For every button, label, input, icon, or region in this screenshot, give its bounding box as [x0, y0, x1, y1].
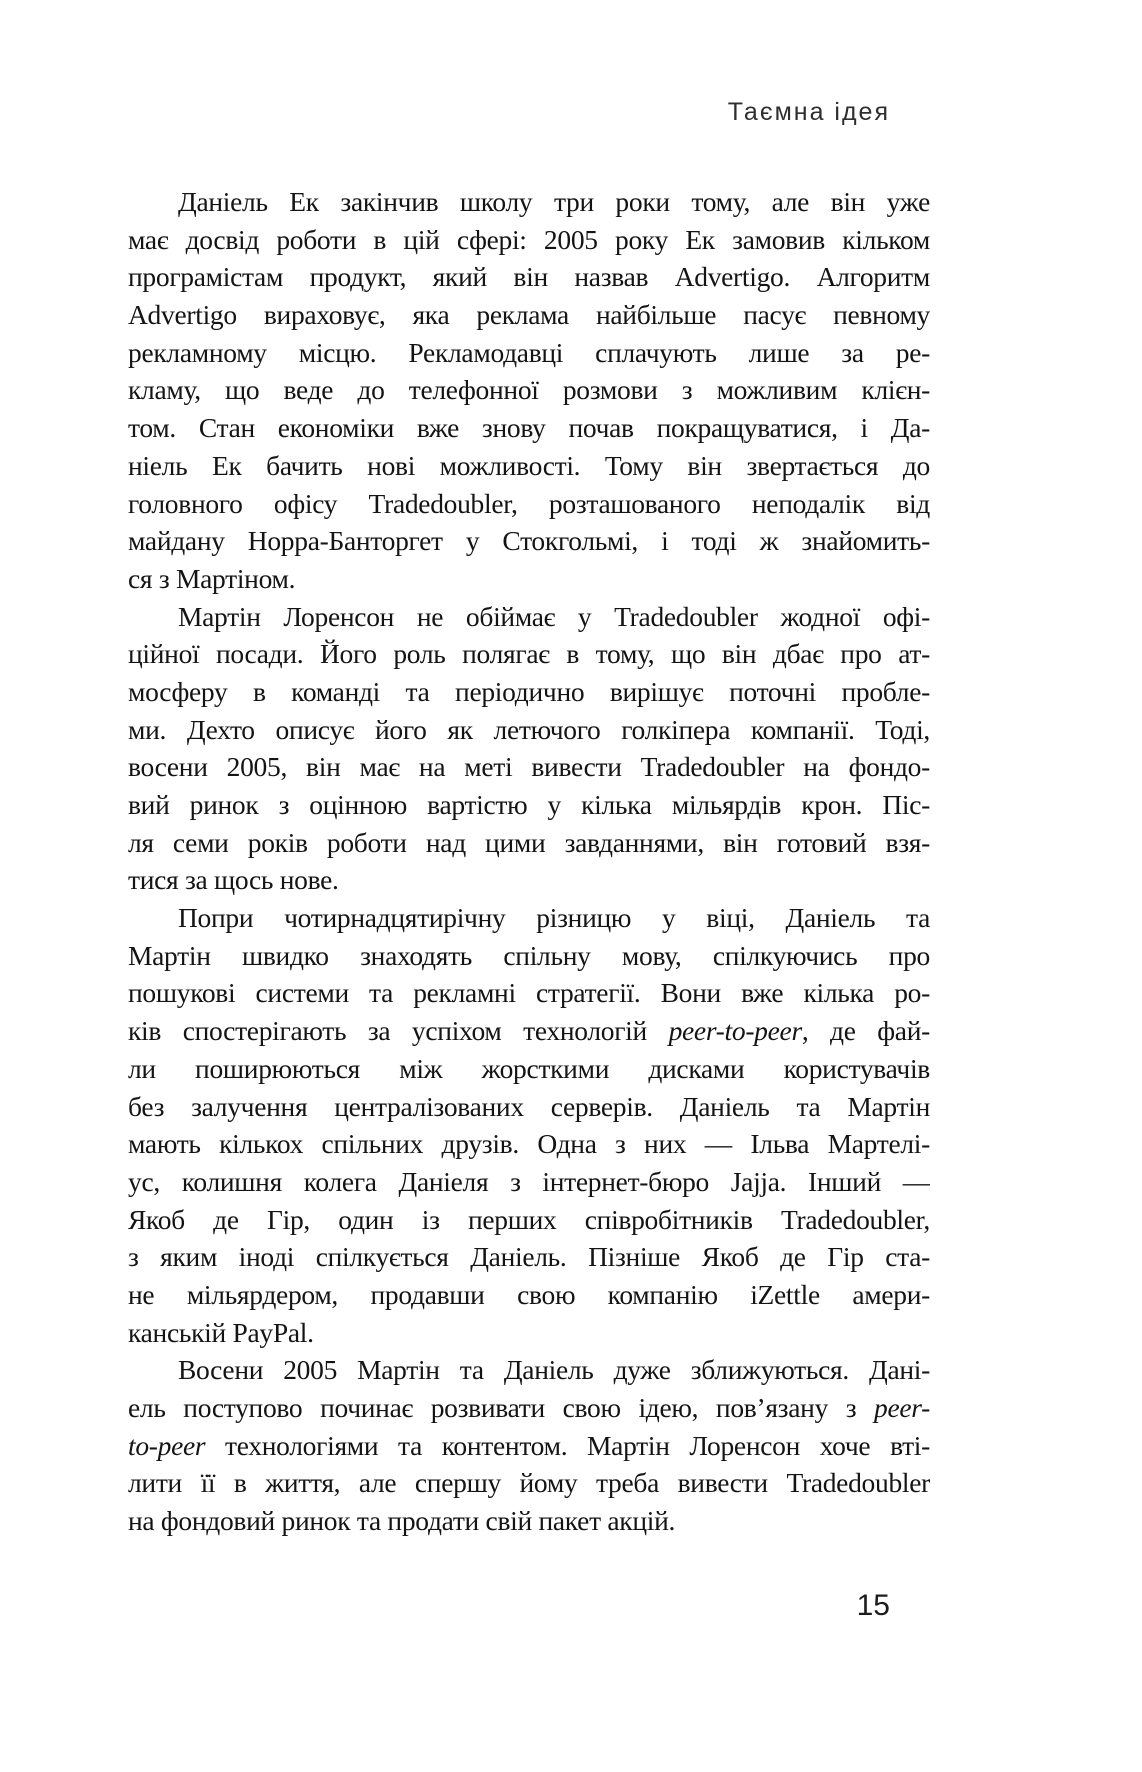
text-line: мають кількох спільних друзів. Одна з них — Ільва Мартелі- — [128, 1128, 930, 1160]
text-line: не мільярдером, продавши свою компанію iZettle амери- — [128, 1278, 930, 1310]
body-text — [128, 183, 930, 1540]
text-line: з яким іноді спілкується Даніель. Пізніше Якоб де Гір ста- — [128, 1241, 930, 1273]
text-line: має досвід роботи в цій сфері: 2005 року Ек замовив кільком — [128, 223, 930, 255]
text-line: ків спостерігають за успіхом технологій peer-to-peer, де фай- — [128, 1015, 930, 1047]
text-line: вий ринок з оцінною вартістю у кілька мільярдів крон. Піс- — [128, 789, 930, 820]
text-line: канській PayPal. — [128, 1316, 314, 1348]
text-line: кламу, що веде до телефонної розмови з можливим клієн- — [128, 374, 930, 406]
text-line: головного офісу Tradedoubler, розташованого неподалік від — [128, 487, 930, 519]
text-line: пошукові системи та рекламні стратегії. Вони вже кілька ро- — [128, 977, 930, 1009]
text-line: ус, колишня колега Даніеля з інтернет-бюро Jajja. Інший — — [128, 1165, 930, 1197]
page-number: 15 — [856, 1589, 890, 1622]
text-line: Мартін Лоренсон не обіймає у Tradedoubler жодної офі- — [178, 600, 930, 632]
text-line: ми. Дехто описує його як летючого голкіпера компанії. Тоді, — [128, 713, 930, 745]
text-line: Восени 2005 Мартін та Даніель дуже зближуються. Дані- — [178, 1354, 930, 1386]
text-line: ніель Ек бачить нові можливості. Тому він звертається до — [128, 449, 930, 481]
text-line: ся з Мартіном. — [128, 562, 296, 594]
text-line: програмістам продукт, який він назвав Advertigo. Алгоритм — [128, 261, 930, 293]
text-line: тися за щось нове. — [128, 864, 339, 896]
text-line: Advertigo вираховує, яка реклама найбільше пасує певному — [128, 299, 930, 331]
text-line: Даніель Ек закінчив школу три роки тому, але він уже — [178, 186, 930, 217]
running-head: Таємна ідея — [727, 98, 890, 126]
text-line: на фондовий ринок та продати свій пакет акцій. — [128, 1505, 676, 1537]
text-line: Мартін швидко знаходять спільну мову, спілкуючись про — [128, 939, 930, 971]
text-line: ли поширюються між жорсткими дисками користувачів — [128, 1052, 930, 1084]
text-line: ель поступово починає розвивати свою ідею, пов’язану з peer- — [128, 1392, 930, 1423]
text-line: лити її в життя, але спершу йому треба вивести Tradedoubler — [128, 1467, 930, 1499]
text-line: to-peer технологіями та контентом. Мартін Лоренсон хоче вті- — [128, 1429, 930, 1461]
text-line: Якоб де Гір, один із перших співробітників Tradedoubler, — [128, 1203, 930, 1235]
text-line: том. Стан економіки вже знову почав покращуватися, і Да- — [128, 412, 930, 444]
text-line: рекламному місцю. Рекламодавці сплачують лише за ре- — [128, 336, 930, 368]
text-line: ційної посади. Його роль полягає в тому, що він дбає про ат- — [128, 638, 930, 670]
text-line: ля семи років роботи над цими завданнями, він готовий взя- — [128, 826, 930, 858]
text-line: мосферу в команді та періодично вирішує поточні пробле- — [128, 675, 930, 707]
text-line: Попри чотирнадцятирічну різницю у віці, Даніель та — [178, 902, 930, 934]
text-line: майдану Норра-Банторгет у Стокгольмі, і тоді ж знайомить- — [128, 525, 930, 557]
text-line: без залучення централізованих серверів. Даніель та Мартін — [128, 1090, 930, 1122]
text-line: восени 2005, він має на меті вивести Tradedoubler на фондо- — [128, 751, 930, 783]
